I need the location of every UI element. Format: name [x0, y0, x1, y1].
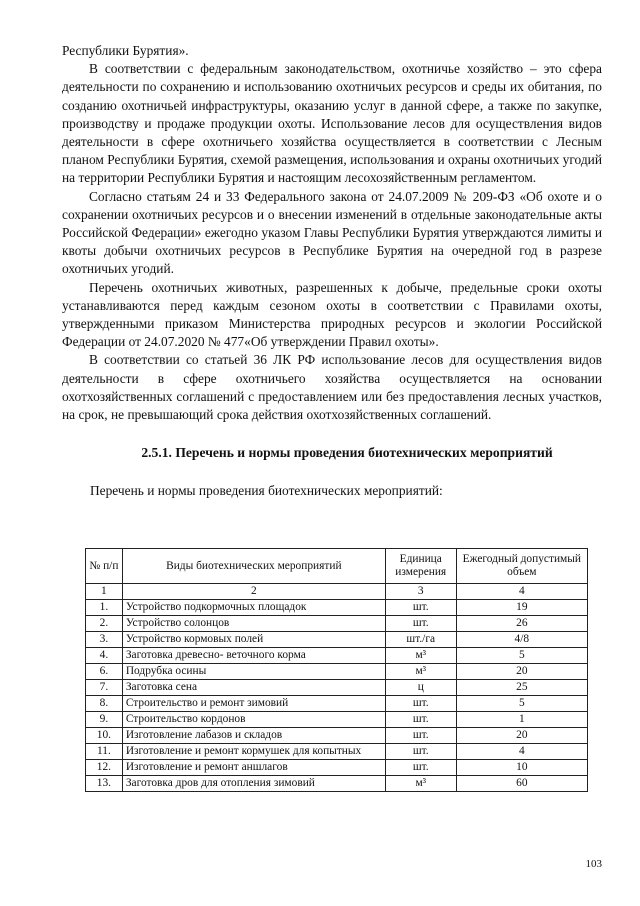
row-name: Устройство солонцов: [122, 616, 385, 632]
row-volume: 19: [456, 600, 587, 616]
paragraph-hunting-economy: В соответствии с федеральным законодательством, охотничье хозяйство – это сфера деятельности по сохранению и использованию охотничьих ресурсов и среды их обитания, по созданию охотничьей инфраструктуры, оказанию услуг в данной сфере, а также по закупке, производству и продаже продукции охоты. Использование лесов для осуществления видов деятельности в сфере охотничьего хозяйства осуществляется в соответствии с Лесным планом Республики Бурятия, схемой размещения, использования и охраны охотничьих угодий на территории Республики Бурятия и настоящим лесохозяйственным регламентом.: [62, 61, 602, 186]
row-unit: шт.: [385, 760, 456, 776]
table-header-row: [86, 549, 588, 584]
row-volume: 1: [456, 712, 587, 728]
column-number: 3: [385, 584, 456, 600]
row-name: Устройство подкормочных площадок: [122, 600, 385, 616]
table-row: [86, 680, 588, 696]
row-unit: м³: [385, 664, 456, 680]
row-num: 2.: [86, 616, 123, 632]
row-volume: 5: [456, 648, 587, 664]
row-unit: шт.: [385, 728, 456, 744]
column-number: 1: [86, 584, 123, 600]
row-volume: 5: [456, 696, 587, 712]
header-unit: Единица измерения: [385, 549, 456, 584]
row-unit: шт.: [385, 712, 456, 728]
row-name: Устройство кормовых полей: [122, 632, 385, 648]
column-number: 4: [456, 584, 587, 600]
row-unit: шт.: [385, 744, 456, 760]
table-row: [86, 728, 588, 744]
row-volume: 25: [456, 680, 587, 696]
row-num: 6.: [86, 664, 123, 680]
row-volume: 4/8: [456, 632, 587, 648]
table-row: [86, 600, 588, 616]
row-unit: шт.: [385, 696, 456, 712]
table-row: [86, 776, 588, 792]
row-num: 11.: [86, 744, 123, 760]
row-unit: ц: [385, 680, 456, 696]
row-num: 12.: [86, 760, 123, 776]
table-row: [86, 696, 588, 712]
row-volume: 10: [456, 760, 587, 776]
header-num: № п/п: [86, 549, 123, 584]
row-num: 7.: [86, 680, 123, 696]
row-volume: 60: [456, 776, 587, 792]
table-row: [86, 760, 588, 776]
row-name: Изготовление лабазов и складов: [122, 728, 385, 744]
row-num: 1.: [86, 600, 123, 616]
row-name: Заготовка сена: [122, 680, 385, 696]
row-volume: 20: [456, 728, 587, 744]
row-unit: м³: [385, 776, 456, 792]
section-heading: 2.5.1. Перечень и нормы проведения биотехнических мероприятий: [141, 445, 553, 461]
page-number: 103: [585, 858, 602, 870]
header-volume: Ежегодный допустимый объем: [456, 549, 587, 584]
table-row: [86, 712, 588, 728]
row-name: Подрубка осины: [122, 664, 385, 680]
paragraph-forest-code: В соответствии со статьей 36 ЛК РФ использование лесов для осуществления видов деятельности в сфере охотничьего хозяйства осуществляется на основании охотхозяйственных соглашений с предоставлением или без предоставления лесных участков, на срок, не превышающий срока действия охотхозяйственных соглашений.: [62, 352, 602, 423]
paragraph-hunting-animals: Перечень охотничьих животных, разрешенных к добыче, предельные сроки охоты устанавливаются перед каждым сезоном охоты в соответствии с Правилами охоты, утвержденными приказом Министерства природных ресурсов и экологии Российской Федерации от 24.07.2020 № 477«Об утверждении Правил охоты».: [62, 279, 602, 350]
table-row: [86, 616, 588, 632]
row-num: 4.: [86, 648, 123, 664]
table-row: [86, 664, 588, 680]
table-row: [86, 744, 588, 760]
row-unit: шт.: [385, 616, 456, 632]
column-number: 2: [122, 584, 385, 600]
paragraph-continuation: Республики Бурятия».: [62, 43, 189, 58]
row-name: Заготовка дров для отопления зимовий: [122, 776, 385, 792]
row-volume: 20: [456, 664, 587, 680]
row-num: 8.: [86, 696, 123, 712]
table-row: [86, 632, 588, 648]
biotech-measures-table: [85, 548, 588, 792]
paragraph-federal-law: Согласно статьям 24 и 33 Федерального закона от 24.07.2009 № 209-ФЗ «Об охоте и о сохранении охотничьих ресурсов и о внесении изменений в отдельные законодательные акты Российской Федерации» ежегодно указом Главы Республики Бурятия утверждаются лимиты и квоты добычи охотничьих ресурсов в Республике Бурятия на очередной год в разрезе охотничьих угодий.: [62, 188, 602, 277]
document-page: [62, 42, 602, 500]
header-name: Виды биотехнических мероприятий: [122, 549, 385, 584]
row-volume: 4: [456, 744, 587, 760]
table-intro: Перечень и нормы проведения биотехнических мероприятий:: [90, 483, 443, 499]
row-unit: шт./га: [385, 632, 456, 648]
table-row: [86, 648, 588, 664]
row-unit: шт.: [385, 600, 456, 616]
row-volume: 26: [456, 616, 587, 632]
row-name: Строительство кордонов: [122, 712, 385, 728]
row-num: 10.: [86, 728, 123, 744]
row-name: Заготовка древесно- веточного корма: [122, 648, 385, 664]
row-num: 9.: [86, 712, 123, 728]
column-number-row: [86, 584, 588, 600]
row-num: 13.: [86, 776, 123, 792]
row-num: 3.: [86, 632, 123, 648]
row-unit: м³: [385, 648, 456, 664]
row-name: Строительство и ремонт зимовий: [122, 696, 385, 712]
row-name: Изготовление и ремонт кормушек для копытных: [122, 744, 385, 760]
row-name: Изготовление и ремонт аншлагов: [122, 760, 385, 776]
